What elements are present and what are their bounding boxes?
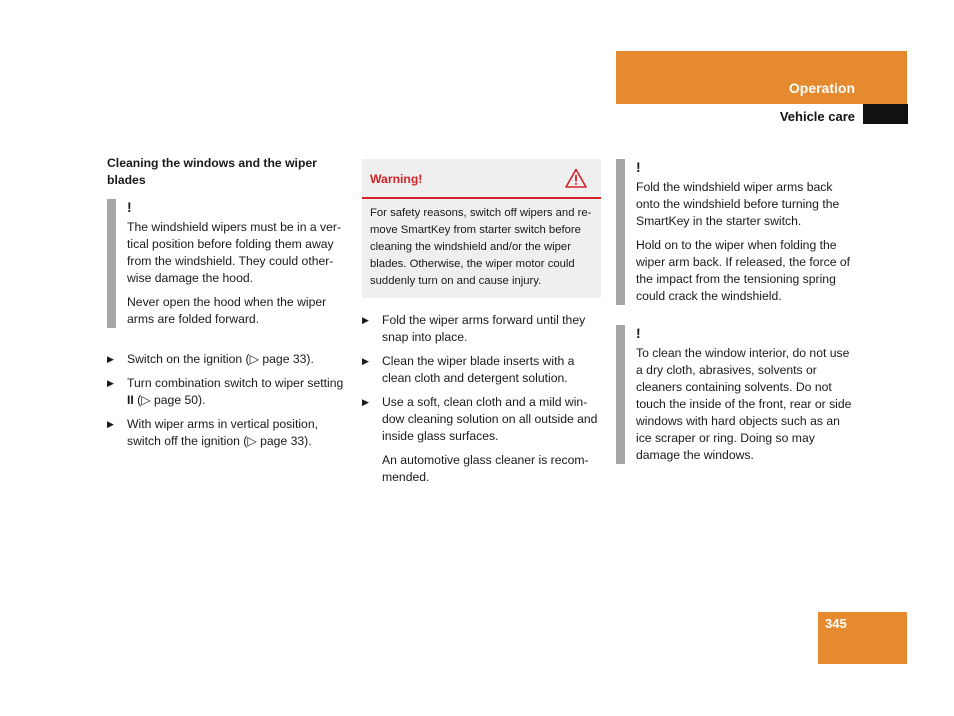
page-number: 345	[825, 616, 847, 631]
warning-box	[362, 159, 601, 298]
step-item	[107, 375, 347, 409]
step-text: Switch on the ignition (▷ page 33).	[127, 352, 314, 366]
step-item	[362, 312, 601, 346]
note-paragraph: The windshield wipers must be in a ver-tical position before folding them away from the windshield. They could other-wise damage the hood.	[127, 220, 342, 285]
subsection-title: Vehicle care	[779, 109, 855, 124]
bullet-arrow-icon: ▶	[107, 419, 114, 429]
note-paragraph: Hold on to the wiper when folding the wiper arm back. If released, the force of the impact from the tensioning spring could crack the windshield.	[636, 238, 851, 303]
caution-note	[616, 159, 856, 305]
bullet-arrow-icon: ▶	[362, 356, 369, 366]
step-list	[107, 351, 347, 450]
step-text: Clean the wiper blade inserts with a clean cloth and detergent solution.	[382, 354, 575, 385]
section-title: Operation	[788, 80, 855, 96]
bullet-arrow-icon: ▶	[362, 397, 369, 407]
note-paragraph: To clean the window interior, do not use a dry cloth, abrasives, solvents or cleaners containing solvents. Do not touch the inside of the front, rear or side windows with hard objects such as an ice scraper or ring. Doing so may damage the windows.	[636, 346, 852, 462]
step-item	[107, 351, 347, 368]
step-item	[362, 394, 601, 445]
step-item	[107, 416, 347, 450]
bullet-arrow-icon: ▶	[107, 378, 114, 388]
column-middle	[362, 159, 601, 486]
caution-icon: !	[636, 325, 641, 341]
bullet-arrow-icon: ▶	[362, 315, 369, 325]
note-paragraph: Fold the windshield wiper arms back onto the windshield before turning the SmartKey in the starter switch.	[636, 180, 840, 228]
section-heading: Cleaning the windows and the wiper blades	[107, 156, 317, 187]
step-item	[362, 353, 601, 387]
warning-triangle-icon	[565, 168, 587, 188]
step-list	[362, 312, 601, 445]
step-text: Fold the wiper arms forward until they snap into place.	[382, 313, 586, 344]
caution-icon: !	[636, 159, 641, 175]
step-text: Turn combination switch to wiper setting	[127, 376, 344, 390]
caution-note	[616, 325, 856, 464]
note-paragraph: Never open the hood when the wiper arms are folded forward.	[127, 295, 327, 326]
warning-header	[362, 159, 601, 199]
caution-icon: !	[127, 199, 132, 215]
step-text: With wiper arms in vertical position, switch off the ignition (▷ page 33).	[127, 417, 318, 448]
step-text: Use a soft, clean cloth and a mild win-dow cleaning solution on all outside and inside glass surfaces.	[382, 395, 598, 443]
warning-text: For safety reasons, switch off wipers and re-move SmartKey from starter switch before cleaning the windshield and/or the wiper blades. Otherwise, the wiper motor could suddenly turn on and cause injury.	[370, 207, 592, 287]
caution-note	[107, 199, 347, 328]
bullet-arrow-icon: ▶	[107, 354, 114, 364]
header-marker-block	[863, 104, 908, 124]
header-accent-bar	[616, 51, 907, 104]
page-reference: (▷ page 50).	[137, 393, 206, 407]
column-left	[107, 155, 347, 457]
page-number-box	[818, 612, 907, 664]
wiper-setting: II	[127, 393, 134, 407]
column-right	[616, 159, 856, 478]
followup-text: An automotive glass cleaner is recom-mended.	[382, 453, 589, 484]
warning-label: Warning!	[370, 172, 423, 186]
